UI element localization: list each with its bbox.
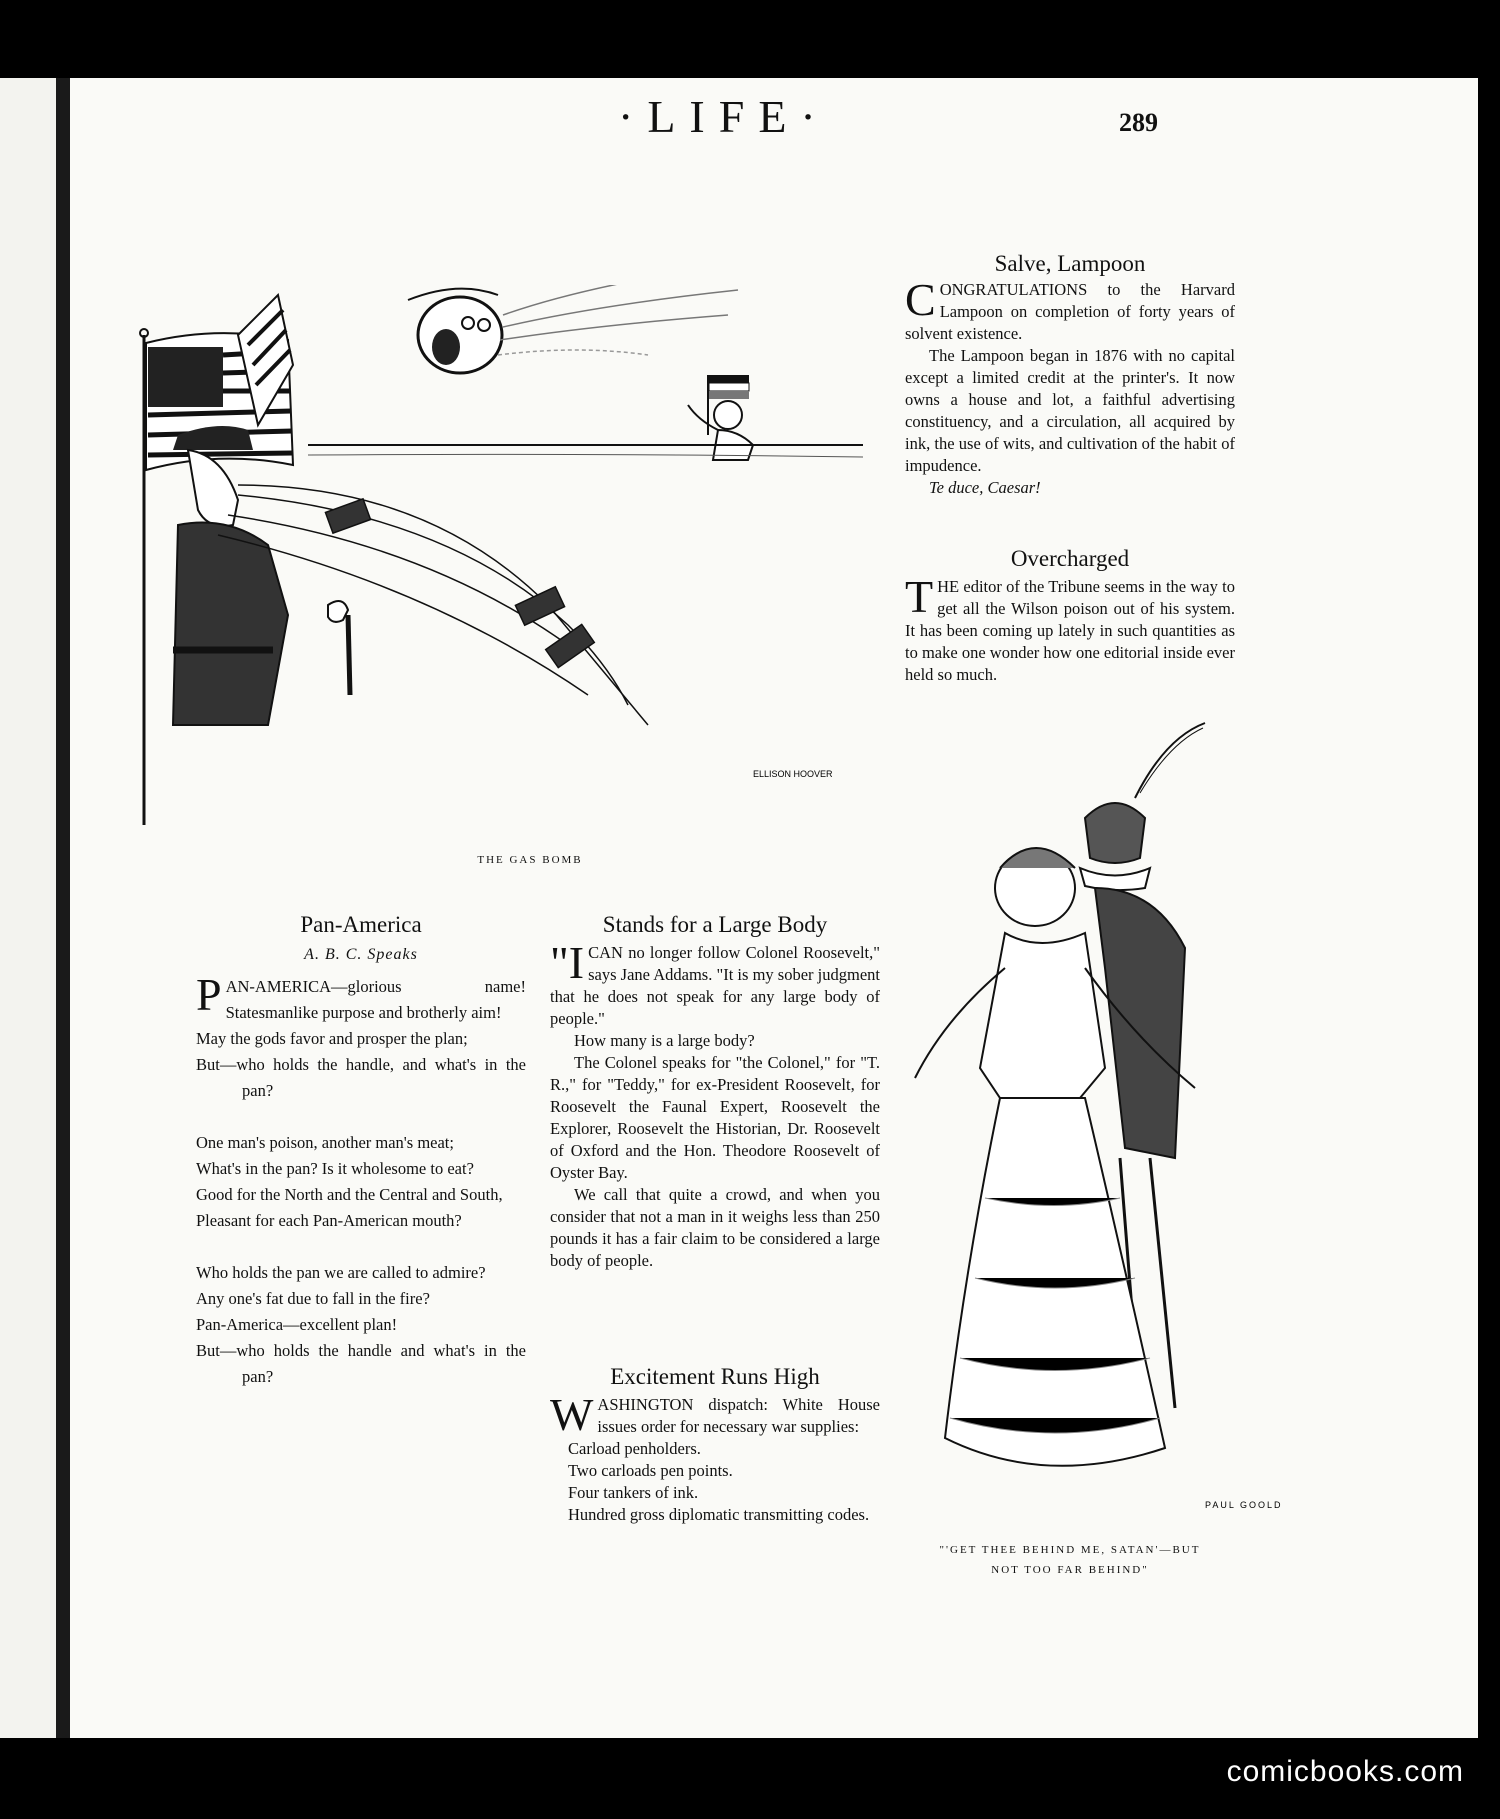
poem-line: One man's poison, another man's meat; <box>196 1133 454 1152</box>
article-large-body <box>550 912 880 1272</box>
caption-line: NOT TOO FAR BEHIND" <box>991 1564 1149 1576</box>
flying-head-icon <box>408 285 738 373</box>
kaiser-figure-icon <box>688 375 753 460</box>
article-title: Excitement Runs High <box>610 1364 820 1389</box>
page-number: 289 <box>1119 108 1158 137</box>
poem-pan-america <box>196 912 526 1390</box>
article-excitement <box>550 1364 880 1526</box>
officer-figure-icon <box>173 426 350 725</box>
paragraph: ONGRATULATIONS to the Harvard Lampoon on completion of forty years of solvent existence. <box>905 280 1235 343</box>
drop-cap: "I <box>550 937 585 988</box>
paragraph: How many is a large body? <box>574 1031 755 1050</box>
previous-page-edge <box>0 78 56 1738</box>
poem-line: Pleasant for each Pan-American mouth? <box>196 1211 462 1230</box>
poem-line: May the gods favor and prosper the plan; <box>196 1029 468 1048</box>
list-item: Two carloads pen points. <box>568 1461 733 1480</box>
poem-line: Good for the North and the Central and South, <box>196 1185 503 1204</box>
paragraph: HE editor of the Tribune seems in the way to get all the Wilson poison out of his system. It has been coming up lately in such quantities as to make one wonder how one editorial inside ever held so much. <box>905 577 1235 684</box>
article-title: Stands for a Large Body <box>602 912 828 937</box>
drop-cap: C <box>905 274 936 325</box>
cartoon2-signature: PAUL GOOLD <box>1205 1500 1283 1510</box>
gas-bomb-cartoon <box>128 285 868 830</box>
cartoon2-caption <box>890 1540 1250 1580</box>
list-item: Four tankers of ink. <box>568 1483 699 1502</box>
paragraph: The Colonel speaks for "the Colonel," for "T. R.," for "Teddy," for ex-President Roosevelt, for Roosevelt the Faunal Expert, Roosevelt the Explorer, Roosevelt the Historian, Dr. Roosevelt of Oxford and the Hon. Theodore Roosevelt of Oyster Bay. <box>550 1053 880 1182</box>
poem-line: Any one's fat due to fall in the fire? <box>196 1289 430 1308</box>
paragraph: The Lampoon began in 1876 with no capital except a limited credit at the printer's. It now owns a house and lot, a faithful advertising constituency, and a circulation, all acquired by ink, the use of wits, and cultivation of the habit of impudence. <box>905 346 1235 475</box>
satan-cartoon <box>905 718 1335 1518</box>
cartoon1-signature: ELLISON HOOVER <box>753 769 833 779</box>
article-title: Salve, Lampoon <box>994 251 1146 276</box>
poem-line: But—who holds the handle, and what's in the pan? <box>196 1055 526 1100</box>
drop-cap: W <box>550 1389 594 1440</box>
caption-line: "'GET THEE BEHIND ME, SATAN'—BUT <box>939 1544 1201 1556</box>
paragraph: We call that quite a crowd, and when you consider that not a man in it weighs less than 250 pounds it has a fair claim to be considered a large body of people. <box>550 1185 880 1270</box>
list-item: Hundred gross diplomatic transmitting codes. <box>568 1505 870 1524</box>
poem-line: Pan-America—excellent plan! <box>196 1315 398 1334</box>
paragraph: ASHINGTON dispatch: White House issues order for necessary war supplies: <box>597 1395 880 1436</box>
watermark: comicbooks.com <box>1226 1755 1464 1788</box>
poem-line: What's in the pan? Is it wholesome to eat? <box>196 1159 474 1178</box>
article-title: Pan-America <box>300 912 422 937</box>
poem-line: AN-AMERICA—glorious name! Statesmanlike purpose and brotherly aim! <box>225 977 526 1022</box>
binding-gutter <box>56 78 70 1738</box>
paragraph: Te duce, Caesar! <box>929 478 1041 497</box>
drop-cap: P <box>196 969 222 1020</box>
masthead: ·LIFE· <box>618 91 830 142</box>
subtitle: A. B. C. Speaks <box>304 946 418 963</box>
poem-line: But—who holds the handle and what's in the pan? <box>196 1341 526 1386</box>
article-title: Overcharged <box>1010 546 1130 571</box>
poem-line: Who holds the pan we are called to admire? <box>196 1263 486 1282</box>
drop-cap: T <box>905 571 934 622</box>
article-salve-lampoon <box>905 251 1235 499</box>
paragraph: CAN no longer follow Colonel Roosevelt," says Jane Addams. "It is my sober judgment that he does not speak for any large body of people." <box>550 943 880 1028</box>
cartoon1-caption: THE GAS BOMB <box>477 854 583 866</box>
list-item: Carload penholders. <box>568 1439 701 1458</box>
article-overcharged <box>905 546 1235 686</box>
